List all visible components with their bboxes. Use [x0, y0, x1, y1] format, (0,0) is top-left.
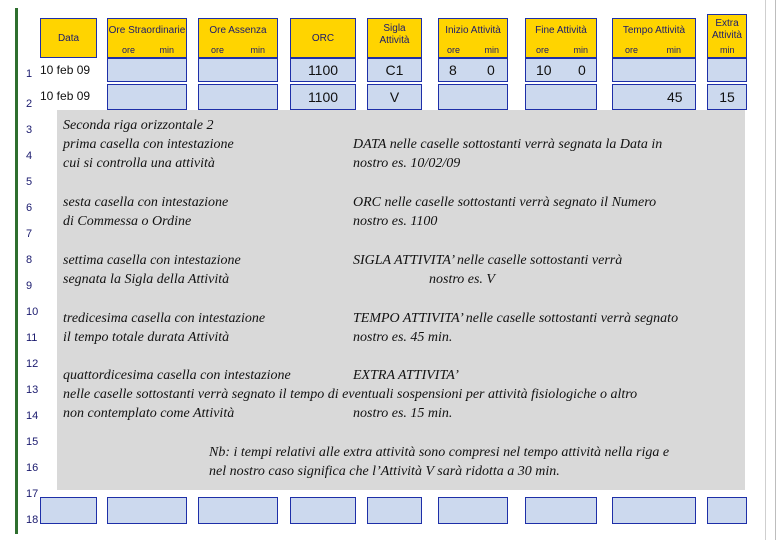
- header-orc-label: ORC: [311, 33, 335, 44]
- row-number: 8: [26, 254, 33, 266]
- cell-fine[interactable]: [525, 84, 597, 110]
- cell-fine-min: 0: [578, 62, 586, 78]
- explanation-line: EXTRA ATTIVITA’: [353, 368, 459, 383]
- cell-ore-straordinarie[interactable]: [107, 58, 187, 82]
- header-fine-attivita: [525, 18, 597, 58]
- header-sigla-label: Sigla Attività: [379, 23, 410, 46]
- header-ore-assenza-label: Ore Assenza: [209, 25, 267, 36]
- row-number: 3: [26, 124, 33, 136]
- cell-inizio-min: 0: [487, 62, 495, 78]
- header-fine-label: Fine Attività: [535, 25, 587, 36]
- cell-data: 10 feb 09: [40, 63, 91, 77]
- header-ore-assenza: [198, 18, 278, 58]
- cell-fine[interactable]: [525, 58, 597, 82]
- right-border: [765, 0, 766, 540]
- cell-orc[interactable]: [290, 84, 356, 110]
- subheader-min: min: [573, 45, 588, 55]
- header-ore-straordinarie: [107, 18, 187, 58]
- cell-inizio[interactable]: [438, 497, 508, 524]
- note-line: Nb: i tempi relativi alle extra attività sono compresi nel tempo attività nella riga e: [209, 445, 670, 460]
- right-border-outer: [775, 0, 776, 540]
- cell-orc-value: 1100: [307, 89, 339, 105]
- row-number: 4: [26, 150, 33, 162]
- cell-tempo[interactable]: [612, 58, 696, 82]
- subheader-min: min: [666, 45, 681, 55]
- cell-fine[interactable]: [525, 497, 597, 524]
- row-number: 6: [26, 202, 33, 214]
- cell-sigla-value: V: [389, 89, 400, 105]
- cell-inizio[interactable]: [438, 58, 508, 82]
- subheader-ore: ore: [211, 45, 225, 55]
- explanation-line: settima casella con intestazione: [63, 253, 241, 268]
- header-inizio-attivita: [438, 18, 508, 58]
- row-number: 16: [26, 462, 39, 474]
- header-extra-label: Extra Attività: [711, 18, 742, 41]
- subheader-min: min: [159, 45, 174, 55]
- cell-sigla-value: C1: [385, 62, 404, 78]
- cell-orc[interactable]: [290, 58, 356, 82]
- header-orc: [290, 18, 356, 58]
- row-number: 18: [26, 514, 39, 526]
- explanation-line: ORC nelle caselle sottostanti verrà segnato il Numero: [353, 195, 657, 210]
- cell-ore-straordinarie[interactable]: [107, 84, 187, 110]
- explanation-line: nostro es. 10/02/09: [353, 156, 461, 171]
- subheader-ore: ore: [447, 45, 461, 55]
- cell-tempo[interactable]: [612, 497, 696, 524]
- explanation-line: segnata la Sigla della Attività: [63, 272, 230, 287]
- cell-tempo-min: 45: [667, 89, 683, 105]
- subheader-ore: ore: [122, 45, 136, 55]
- cell-ore-assenza[interactable]: [198, 84, 278, 110]
- cell-sigla[interactable]: [367, 84, 422, 110]
- left-border: [15, 8, 18, 534]
- cell-orc[interactable]: [290, 497, 356, 524]
- header-sigla-attivita: [367, 18, 422, 58]
- cell-inizio[interactable]: [438, 84, 508, 110]
- explanation-panel: [57, 110, 745, 490]
- row-number: 10: [26, 306, 39, 318]
- cell-extra[interactable]: [707, 84, 747, 110]
- cell-fine-ore: 10: [536, 62, 552, 78]
- row-number: 17: [26, 488, 39, 500]
- subheader-min: min: [720, 45, 735, 55]
- explanation-line: nostro es. V: [429, 272, 495, 287]
- row-number: 14: [26, 410, 39, 422]
- cell-extra[interactable]: [707, 58, 747, 82]
- cell-ore-straordinarie[interactable]: [107, 497, 187, 524]
- cell-extra[interactable]: [707, 497, 747, 524]
- explanation-line: il tempo totale durata Attività: [63, 330, 230, 345]
- explanation-line: non contemplato come Attività: [63, 406, 235, 421]
- explanation-line: SIGLA ATTIVITA’ nelle caselle sottostanti verrà: [353, 253, 623, 268]
- explanation-line: prima casella con intestazione: [63, 137, 234, 152]
- row-number: 12: [26, 358, 39, 370]
- subheader-ore: ore: [625, 45, 639, 55]
- explanation-line: nostro es. 45 min.: [353, 330, 453, 345]
- explanation-line: nostro es. 1100: [353, 214, 438, 229]
- explanation-line: DATA nelle caselle sottostanti verrà segnata la Data in: [353, 137, 663, 152]
- row-number: 7: [26, 228, 33, 240]
- header-tempo-label: Tempo Attività: [622, 25, 686, 36]
- explanation-line: tredicesima casella con intestazione: [63, 311, 266, 326]
- subheader-ore: ore: [536, 45, 550, 55]
- explanation-line: sesta casella con intestazione: [63, 195, 229, 210]
- explanation-line: nelle caselle sottostanti verrà segnato il tempo di eventuali sospensioni per attività fisiologiche o altro: [63, 387, 638, 402]
- cell-ore-assenza[interactable]: [198, 58, 278, 82]
- note-line: nel nostro caso significa che l’Attività V sarà ridotta a 30 min.: [209, 464, 560, 479]
- cell-tempo[interactable]: [612, 84, 696, 110]
- cell-data: 10 feb 09: [40, 89, 91, 103]
- explanation-line: quattordicesima casella con intestazione: [63, 368, 291, 383]
- cell-orc-value: 1100: [307, 62, 339, 78]
- cell-sigla[interactable]: [367, 58, 422, 82]
- subheader-min: min: [250, 45, 265, 55]
- cell-inizio-ore: 8: [449, 62, 457, 78]
- explanation-line: TEMPO ATTIVITA’ nelle caselle sottostanti verrà segnato: [353, 311, 679, 326]
- cell-sigla[interactable]: [367, 497, 422, 524]
- row-number: 13: [26, 384, 39, 396]
- cell-extra-min: 15: [719, 89, 735, 105]
- header-data: [40, 18, 97, 58]
- explanation-line: Seconda riga orizzontale 2: [63, 118, 214, 133]
- explanation-line: cui si controlla una attività: [63, 156, 215, 171]
- row-number: 11: [26, 332, 38, 344]
- cell-data[interactable]: [40, 497, 97, 524]
- header-ore-straordinarie-label: Ore Straordinarie: [108, 25, 186, 36]
- cell-ore-assenza[interactable]: [198, 497, 278, 524]
- explanation-line: di Commessa o Ordine: [63, 214, 192, 229]
- row-number: 5: [26, 176, 33, 188]
- row-number: 1: [26, 68, 33, 80]
- subheader-min: min: [484, 45, 499, 55]
- header-tempo-attivita: [612, 18, 696, 58]
- header-data-label: Data: [57, 33, 80, 44]
- explanation-line: nostro es. 15 min.: [353, 406, 453, 421]
- row-number: 2: [26, 98, 33, 110]
- row-number: 15: [26, 436, 39, 448]
- row-number: 9: [26, 280, 33, 292]
- header-extra-attivita: [707, 14, 747, 58]
- header-inizio-label: Inizio Attività: [445, 25, 501, 36]
